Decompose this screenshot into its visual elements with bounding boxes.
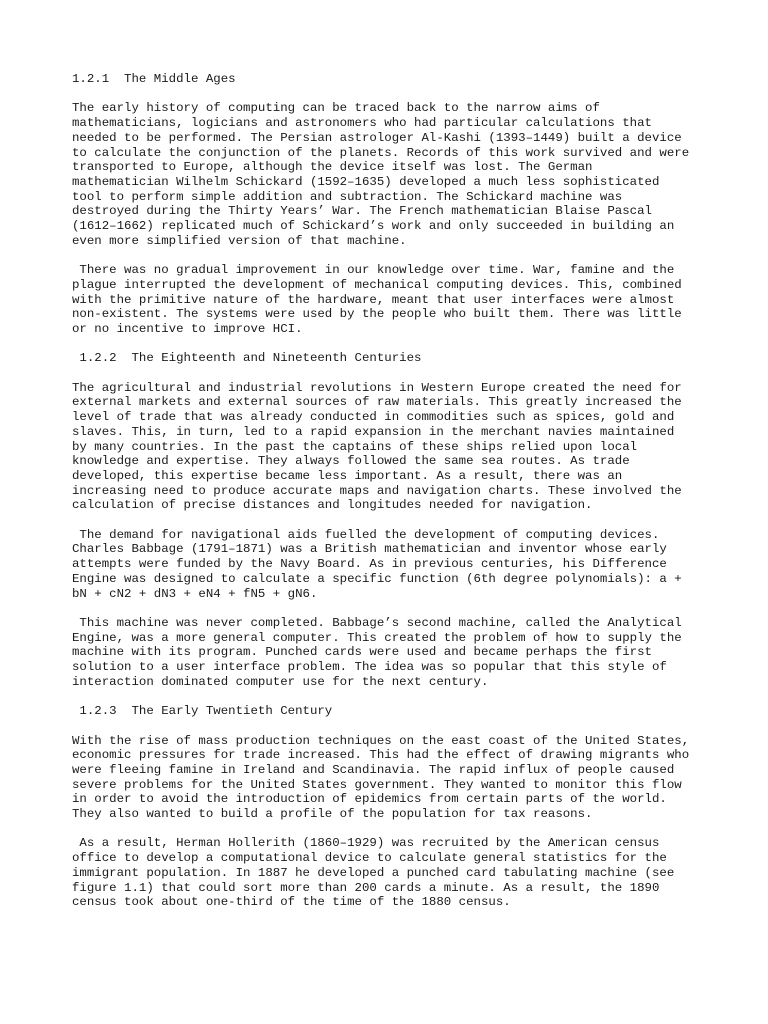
document-page xyxy=(72,72,712,925)
paragraph-mass-production: With the rise of mass production techniques on the east coast of the United States, economic pressures for trade increased. This had the effect of drawing migrants who were fleeing famine in Ireland and Scandinavia. The rapid influx of people caused severe problems for the United States government. They wanted to monitor this flow in order to avoid the introduction of epidemics from certain parts of the world. They also wanted to build a profile of the population for tax reasons. xyxy=(72,733,690,822)
paragraph-navigational-aids: The demand for navigational aids fuelled the development of computing devices. Charles Babbage (1791–1871) was a British mathematician and inventor whose early attempts were funded by the Navy Board. As in previous centuries, his Difference Engine was designed to calculate a specific function (6th degree polynomials): a + bN + cN2 + dN3 + eN4 + fN5 + gN6. xyxy=(72,527,682,601)
paragraph-no-gradual-improvement: There was no gradual improvement in our knowledge over time. War, famine and the plague interrupted the development of mechanical computing devices. This, combined with the primitive nature of the hardware, meant that user interfaces were almost non-existent. The systems were used by the people who built them. There was little or no incentive to improve HCI. xyxy=(72,263,682,336)
paragraph-agricultural-revolutions: The agricultural and industrial revolutions in Western Europe created the need for external markets and external sources of raw materials. This greatly increased the level of trade that was already conducted in commodities such as spices, gold and slaves. This, in turn, led to a rapid expansion in the merchant navies maintained by many countries. In the past the captains of these ships relied upon local knowledge and expertise. They always followed the same sea routes. As trade developed, this expertise became less important. As a result, there was an increasing need to produce accurate maps and navigation charts. These involved the calculation of precise distances and longitudes needed for navigation. xyxy=(72,380,682,513)
section-heading-early-20th-century: 1.2.3 The Early Twentieth Century xyxy=(72,704,333,719)
paragraph-hollerith: As a result, Herman Hollerith (1860–1929) was recruited by the American census office to develop a computational device to calculate general statistics for the immigrant population. In 1887 he developed a punched card tabulating machine (see figure 1.1) that could sort more than 200 cards a minute. As a result, the 1890 census took about one-third of the time of the 1880 census. xyxy=(72,836,675,910)
section-heading-middle-ages: 1.2.1 The Middle Ages xyxy=(72,72,236,86)
paragraph-early-history: The early history of computing can be traced back to the narrow aims of mathematicians, logicians and astronomers who had particular calculations that needed to be performed. The Persian astrologer Al-Kashi (1393–1449) built a device to calculate the conjunction of the planets. Records of this work survived and were transported to Europe, although the device itself was lost. The German mathematician Wilhelm Schickard (1592–1635) developed a much less sophisticated tool to perform simple addition and subtraction. The Schickard machine was destroyed during the Thirty Years’ War. The French mathematician Blaise Pascal (1612–1662) replicated much of Schickard’s work and only succeeded in building an even more simplified version of that machine. xyxy=(72,101,690,248)
section-heading-18th-19th-centuries: 1.2.2 The Eighteenth and Nineteenth Centuries xyxy=(72,351,422,366)
paragraph-analytical-engine: This machine was never completed. Babbage’s second machine, called the Analytical Engine, was a more general computer. This created the problem of how to supply the machine with its program. Punched cards were used and became perhaps the first solution to a user interface problem. The idea was so popular that this style of interaction dominated computer use for the next century. xyxy=(72,615,682,689)
